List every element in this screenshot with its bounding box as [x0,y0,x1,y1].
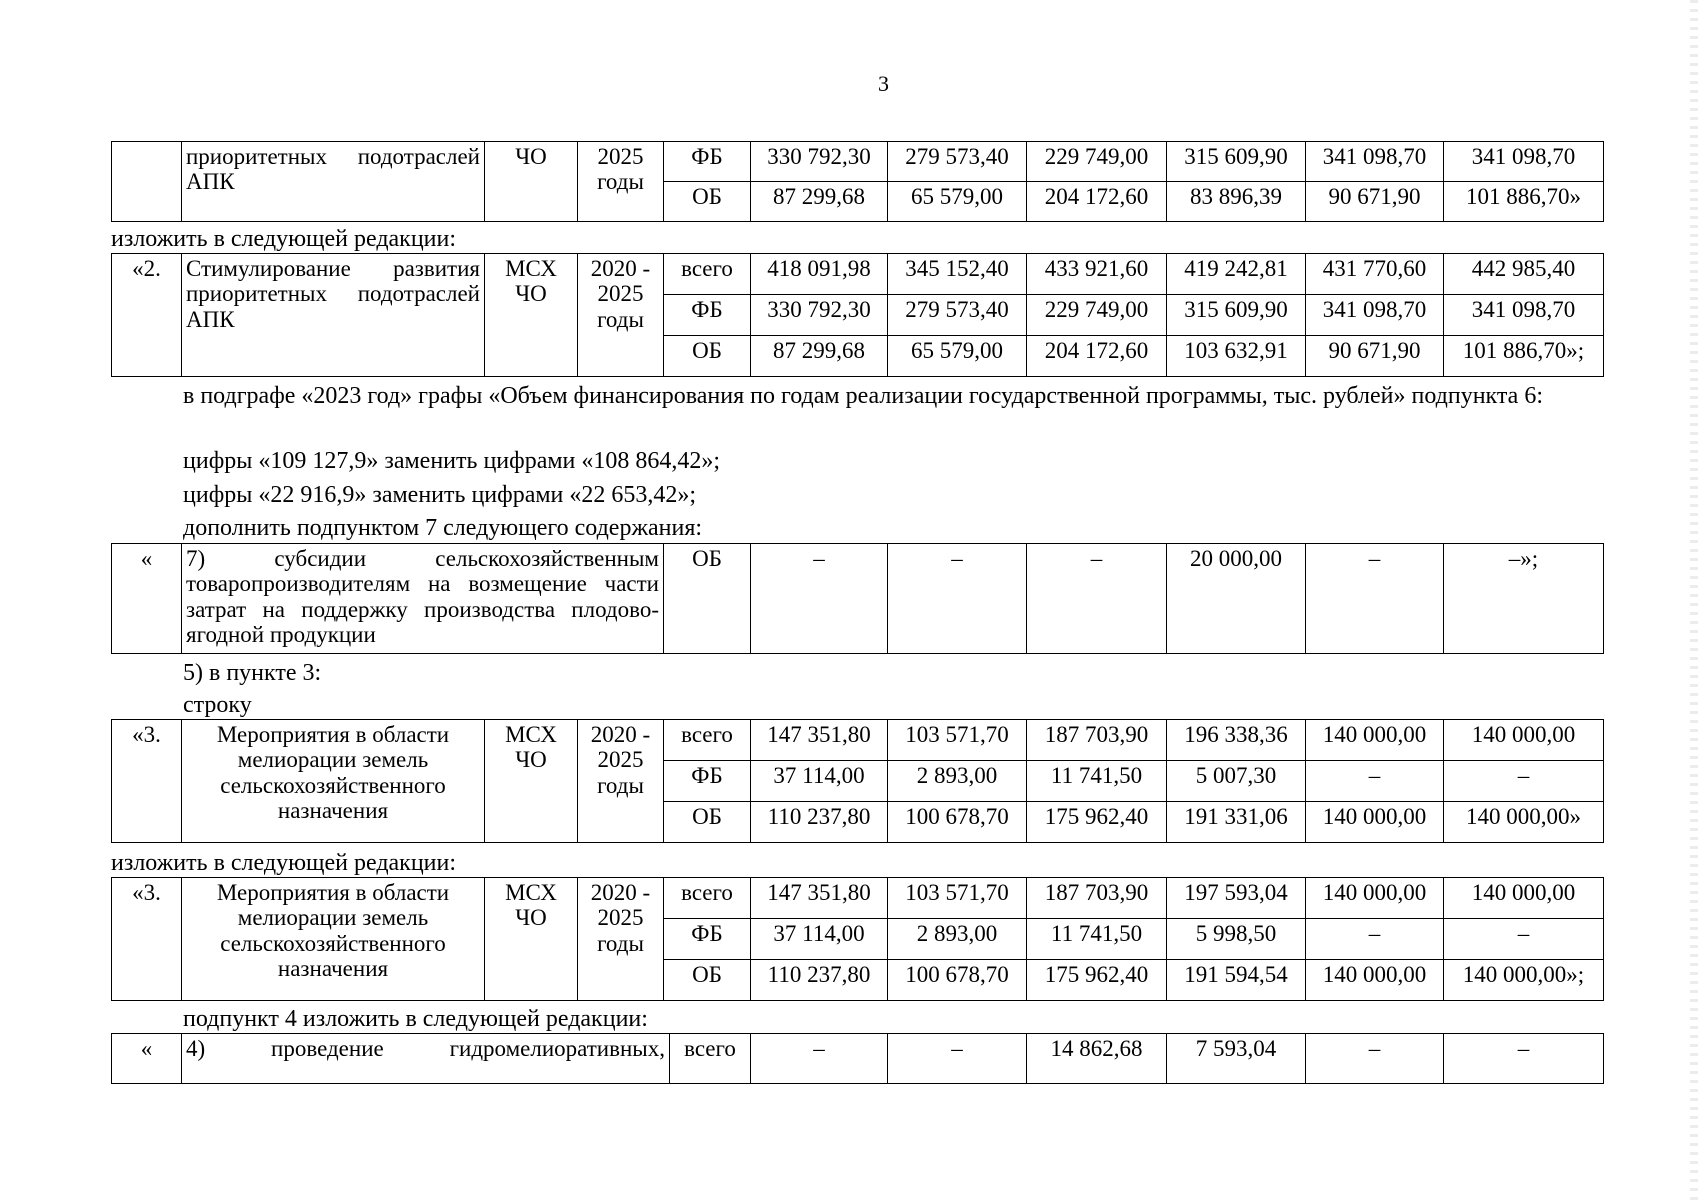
table-subitem-4 [111,1033,1604,1084]
value-cell: 7 593,04 [1167,1034,1306,1084]
value-cell: 418 091,98 [751,254,888,295]
source-cell: всего [670,1034,751,1084]
table-item-3-new [111,877,1604,1001]
source-cell: ФБ [664,295,751,336]
value-cell: 11 741,50 [1027,919,1167,960]
value-cell: 37 114,00 [751,761,888,802]
value-cell: – [1444,919,1604,960]
value-cell: 431 770,60 [1306,254,1444,295]
value-cell: 175 962,40 [1027,960,1167,1001]
value-cell: 14 862,68 [1027,1034,1167,1084]
period-cell: 2020 - 2025 годы [578,720,664,843]
value-cell: – [1306,761,1444,802]
value-cell: 330 792,30 [751,295,888,336]
value-cell: – [1306,544,1444,654]
value-cell: 140 000,00»; [1444,960,1604,1001]
value-cell: 83 896,39 [1167,182,1306,222]
period-cell: 2020 - 2025 годы [578,878,664,1001]
value-cell: 341 098,70 [1306,142,1444,182]
value-cell: 341 098,70 [1444,295,1604,336]
value-cell: 196 338,36 [1167,720,1306,761]
table-item-3-old [111,719,1604,843]
value-cell: 100 678,70 [888,960,1027,1001]
source-cell: всего [664,878,751,919]
page-number: 3 [878,71,889,96]
value-cell: 101 886,70»; [1444,336,1604,377]
source-cell: ОБ [664,802,751,843]
value-cell: 315 609,90 [1167,142,1306,182]
instruction-line: 5) в пункте 3: [183,660,322,686]
value-cell: 204 172,60 [1027,336,1167,377]
source-cell: ОБ [664,544,751,654]
value-cell: 5 998,50 [1167,919,1306,960]
value-cell: 442 985,40 [1444,254,1604,295]
row-number-cell: «3. [112,720,182,843]
value-cell: 87 299,68 [751,182,888,222]
value-cell: – [1306,919,1444,960]
value-cell: – [888,544,1027,654]
source-cell: ФБ [664,919,751,960]
executor-cell: МСХ ЧО [485,878,578,1001]
value-cell: 140 000,00 [1306,960,1444,1001]
value-cell: 279 573,40 [888,295,1027,336]
body-paragraph: в подграфе «2023 год» графы «Объем финансирования по годам реализации государственной программы, тыс. рублей» подпункта 6: [183,383,1543,409]
source-cell: всего [664,254,751,295]
value-cell: – [1444,1034,1604,1084]
value-cell: 279 573,40 [888,142,1027,182]
executor-cell: ЧО [485,142,578,222]
value-cell: 101 886,70» [1444,182,1604,222]
measure-name-cell: приоритетных подотраслей АПК [182,142,485,222]
source-cell: ОБ [664,336,751,377]
table-row [112,878,1604,919]
value-cell: 2 893,00 [888,761,1027,802]
value-cell: 140 000,00 [1306,802,1444,843]
measure-name-cell: Мероприятия в области мелиорации земель сельскохозяйственного назначения [182,878,485,1001]
value-cell: 37 114,00 [751,919,888,960]
source-cell: ОБ [664,960,751,1001]
value-cell: 187 703,90 [1027,720,1167,761]
value-cell: 140 000,00 [1444,878,1604,919]
value-cell: – [751,544,888,654]
instruction-line: дополнить подпунктом 7 следующего содержания: [183,515,703,541]
measure-name-cell: Мероприятия в области мелиорации земель сельскохозяйственного назначения [182,720,485,843]
table-subitem-7 [111,543,1604,654]
value-cell: 20 000,00 [1167,544,1306,654]
value-cell: 140 000,00 [1306,878,1444,919]
value-cell: 140 000,00 [1306,720,1444,761]
source-cell: ФБ [664,142,751,182]
instruction-line: цифры «109 127,9» заменить цифрами «108 864,42»; [183,448,721,474]
instruction-line: цифры «22 916,9» заменить цифрами «22 653,42»; [183,482,697,508]
value-cell: 100 678,70 [888,802,1027,843]
source-cell: ОБ [664,182,751,222]
table-continuation [111,141,1604,222]
value-cell: 110 237,80 [751,802,888,843]
period-cell: 2020 - 2025 годы [578,254,664,377]
value-cell: 187 703,90 [1027,878,1167,919]
value-cell: 315 609,90 [1167,295,1306,336]
source-cell: ФБ [664,761,751,802]
value-cell: 110 237,80 [751,960,888,1001]
value-cell: 103 571,70 [888,720,1027,761]
instruction-line: строку [183,692,252,718]
value-cell: 341 098,70 [1306,295,1444,336]
value-cell: 87 299,68 [751,336,888,377]
value-cell: 419 242,81 [1167,254,1306,295]
value-cell: 204 172,60 [1027,182,1167,222]
value-cell: 103 571,70 [888,878,1027,919]
table-row [112,720,1604,761]
value-cell: 197 593,04 [1167,878,1306,919]
value-cell: 147 351,80 [751,720,888,761]
value-cell: – [751,1034,888,1084]
measure-name-cell: 4) проведение гидромелиоративных, [182,1034,670,1084]
row-number-cell: «3. [112,878,182,1001]
value-cell: 330 792,30 [751,142,888,182]
value-cell: 229 749,00 [1027,295,1167,336]
value-cell: – [1027,544,1167,654]
table-item-2-new [111,253,1604,377]
value-cell: – [1444,761,1604,802]
table-row [112,254,1604,295]
value-cell: 147 351,80 [751,878,888,919]
value-cell: – [1306,1034,1444,1084]
value-cell: 90 671,90 [1306,182,1444,222]
value-cell: 2 893,00 [888,919,1027,960]
period-cell: 2025 годы [578,142,664,222]
value-cell: 65 579,00 [888,336,1027,377]
value-cell: 229 749,00 [1027,142,1167,182]
value-cell: 103 632,91 [1167,336,1306,377]
value-cell: 65 579,00 [888,182,1027,222]
table-row [112,1034,1604,1084]
row-number-cell: « [112,544,182,654]
row-number-cell [112,142,182,222]
instruction-line: изложить в следующей редакции: [111,226,457,252]
value-cell: 175 962,40 [1027,802,1167,843]
table-row [112,544,1604,654]
row-number-cell: «2. [112,254,182,377]
row-number-cell: « [112,1034,182,1084]
value-cell: – [888,1034,1027,1084]
measure-name-cell: 7) субсидии сельскохозяйственным товаропроизводителям на возмещение части затрат на поддержку производства плодово- ягодной продукции [182,544,664,654]
scan-edge [1690,0,1698,1200]
value-cell: 140 000,00 [1444,720,1604,761]
value-cell: 191 331,06 [1167,802,1306,843]
executor-cell: МСХ ЧО [485,720,578,843]
value-cell: –»; [1444,544,1604,654]
source-cell: всего [664,720,751,761]
value-cell: 11 741,50 [1027,761,1167,802]
measure-name-cell: Стимулирование развития приоритетных подотраслей АПК [182,254,485,377]
value-cell: 5 007,30 [1167,761,1306,802]
table-row [112,142,1604,182]
instruction-line: изложить в следующей редакции: [111,850,457,876]
value-cell: 140 000,00» [1444,802,1604,843]
value-cell: 433 921,60 [1027,254,1167,295]
executor-cell: МСХ ЧО [485,254,578,377]
value-cell: 345 152,40 [888,254,1027,295]
value-cell: 341 098,70 [1444,142,1604,182]
value-cell: 90 671,90 [1306,336,1444,377]
instruction-line: подпункт 4 изложить в следующей редакции: [183,1006,648,1032]
value-cell: 191 594,54 [1167,960,1306,1001]
